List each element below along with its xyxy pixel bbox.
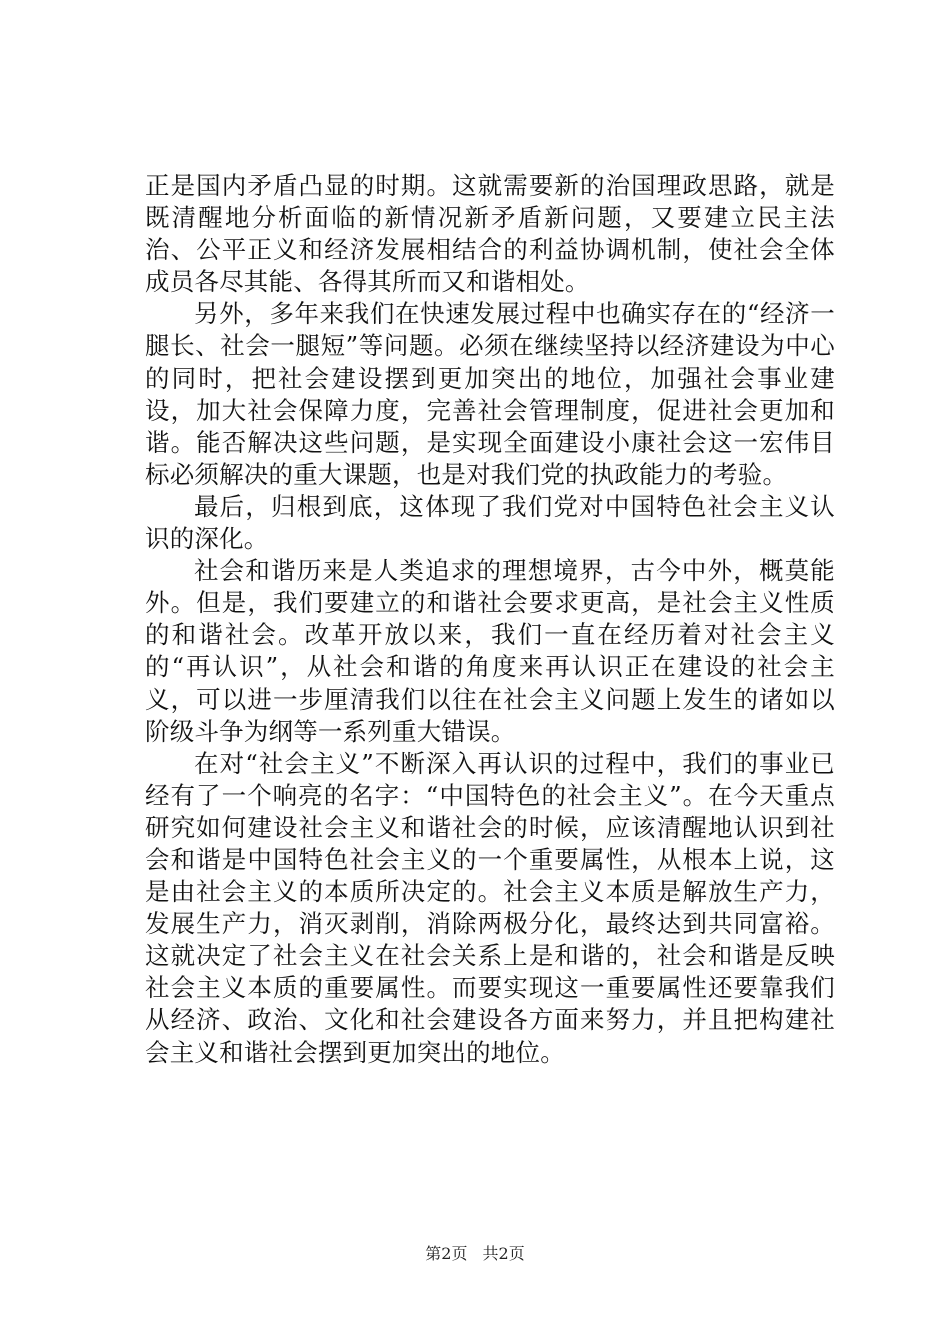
paragraph-2: 另外，多年来我们在快速发展过程中也确实存在的“经济一腿长、社会一腿短”等问题。必须在继续坚持以经济建设为中心的同时，把社会建设摆到更加突出的地位，加强社会事业建设，加大社会保障力度，完善社会管理制度，促进社会更加和谐。能否解决这些问题，是实现全面建设小康社会这一宏伟目标必须解决的重大课题，也是对我们党的执政能力的考验。 <box>145 299 835 489</box>
page-number: 第2页 <box>425 1244 468 1263</box>
paragraph-4: 社会和谐历来是人类追求的理想境界，古今中外，概莫能外。但是，我们要建立的和谐社会要求更高，是社会主义性质的和谐社会。改革开放以来，我们一直在经历着对社会主义的“再认识”，从社会和谐的角度来再认识正在建设的社会主义，可以进一步厘清我们以往在社会主义问题上发生的诸如以阶级斗争为纲等一系列重大错误。 <box>145 556 835 746</box>
document-body <box>145 170 835 1069</box>
page-footer <box>0 1244 950 1264</box>
paragraph-3: 最后，归根到底，这体现了我们党对中国特色社会主义认识的深化。 <box>145 491 835 554</box>
paragraph-1: 正是国内矛盾凸显的时期。这就需要新的治国理政思路，就是既清醒地分析面临的新情况新矛盾新问题，又要建立民主法治、公平正义和经济发展相结合的利益协调机制，使社会全体成员各尽其能、各得其所而又和谐相处。 <box>145 171 835 297</box>
paragraph-5: 在对“社会主义”不断深入再认识的过程中，我们的事业已经有了一个响亮的名字：“中国特色的社会主义”。在今天重点研究如何建设社会主义和谐社会的时候，应该清醒地认识到社会和谐是中国特色社会主义的一个重要属性，从根本上说，这是由社会主义的本质所决定的。社会主义本质是解放生产力，发展生产力，消灭剥削，消除两极分化，最终达到共同富裕。这就决定了社会主义在社会关系上是和谐的，社会和谐是反映社会主义本质的重要属性。而要实现这一重要属性还要靠我们从经济、政治、文化和社会建设各方面来努力，并且把构建社会主义和谐社会摆到更加突出的地位。 <box>145 748 835 1067</box>
page-total: 共2页 <box>482 1244 525 1263</box>
